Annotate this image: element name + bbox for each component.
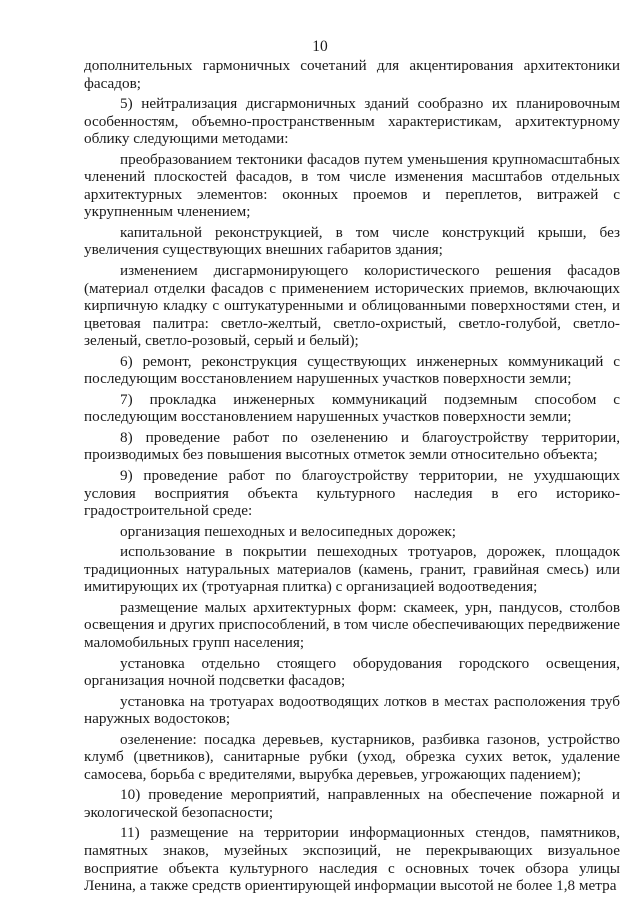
paragraph: 10) проведение мероприятий, направленных на обеспечение пожарной и экологической безопасности; bbox=[84, 786, 620, 821]
paragraph: изменением дисгармонирующего колористического решения фасадов (материал отделки фасадов с применением исторических приемов, включающих кирпичную кладку с оштукатуренными и облицованными поверхностями стен, и цветовая палитра: светло-желтый, светло-охристый, светло-голубой, светло-зеленый, светло-розовый, серый и белый); bbox=[84, 262, 620, 350]
paragraph: установка отдельно стоящего оборудования городского освещения, организация ночной подсветки фасадов; bbox=[84, 654, 620, 690]
paragraph: 7) прокладка инженерных коммуникаций подземным способом с последующим восстановлением нарушенных участков поверхности земли; bbox=[84, 390, 620, 426]
page-number: 10 bbox=[312, 38, 328, 55]
paragraph: преобразованием тектоники фасадов путем уменьшения крупномасштабных членений плоскостей фасадов, в том числе изменения масштабов отдельных архитектурных элементов: оконных проемов и переплетов, витражей с укрупненным членением; bbox=[84, 150, 620, 221]
paragraph: использование в покрытии пешеходных тротуаров, дорожек, площадок традиционных натуральных материалов (камень, гранит, гравийная смесь) или имитирующих их (тротуарная плитка) с организацией водоотведения; bbox=[84, 543, 620, 596]
paragraph: 9) проведение работ по благоустройству территории, не ухудшающих условия восприятия объекта культурного наследия в его историко-градостроительной среде: bbox=[84, 467, 620, 520]
paragraph: размещение малых архитектурных форм: скамеек, урн, пандусов, столбов освещения и других приспособлений, в том числе обеспечивающих передвижение маломобильных групп населения; bbox=[84, 598, 620, 651]
document-body bbox=[84, 57, 620, 898]
paragraph: озеленение: посадка деревьев, кустарников, разбивка газонов, устройство клумб (цветников), санитарные рубки (уход, обрезка сухих веток, удаление самосева, борьба с вредителями, вырубка деревьев, угрожающих падением); bbox=[84, 730, 620, 783]
paragraph: 6) ремонт, реконструкция существующих инженерных коммуникаций с последующим восстановлением нарушенных участков поверхности земли; bbox=[84, 352, 620, 388]
paragraph: 5) нейтрализация дисгармоничных зданий сообразно их планировочным особенностям, объемно-пространственным характеристикам, архитектурному облику следующими методами: bbox=[84, 95, 620, 148]
paragraph: установка на тротуарах водоотводящих лотков в местах расположения труб наружных водостоков; bbox=[84, 692, 620, 728]
paragraph: 11) размещение на территории информационных стендов, памятников, памятных знаков, музейных экспозиций, не перекрывающих визуальное восприятие объекта культурного наследия с основных точек обзора улицы Ленина, а также средств ориентирующей информации высотой не более 1,8 метра bbox=[84, 824, 620, 895]
paragraph: организация пешеходных и велосипедных дорожек; bbox=[120, 522, 456, 540]
paragraph: 8) проведение работ по озеленению и благоустройству территории, производимых без повышения высотных отметок земли относительно объекта; bbox=[84, 428, 620, 464]
paragraph: капитальной реконструкцией, в том числе конструкций крыши, без увеличения существующих внешних габаритов здания; bbox=[84, 223, 620, 259]
paragraph: дополнительных гармоничных сочетаний для акцентирования архитектоники фасадов; bbox=[84, 57, 620, 92]
